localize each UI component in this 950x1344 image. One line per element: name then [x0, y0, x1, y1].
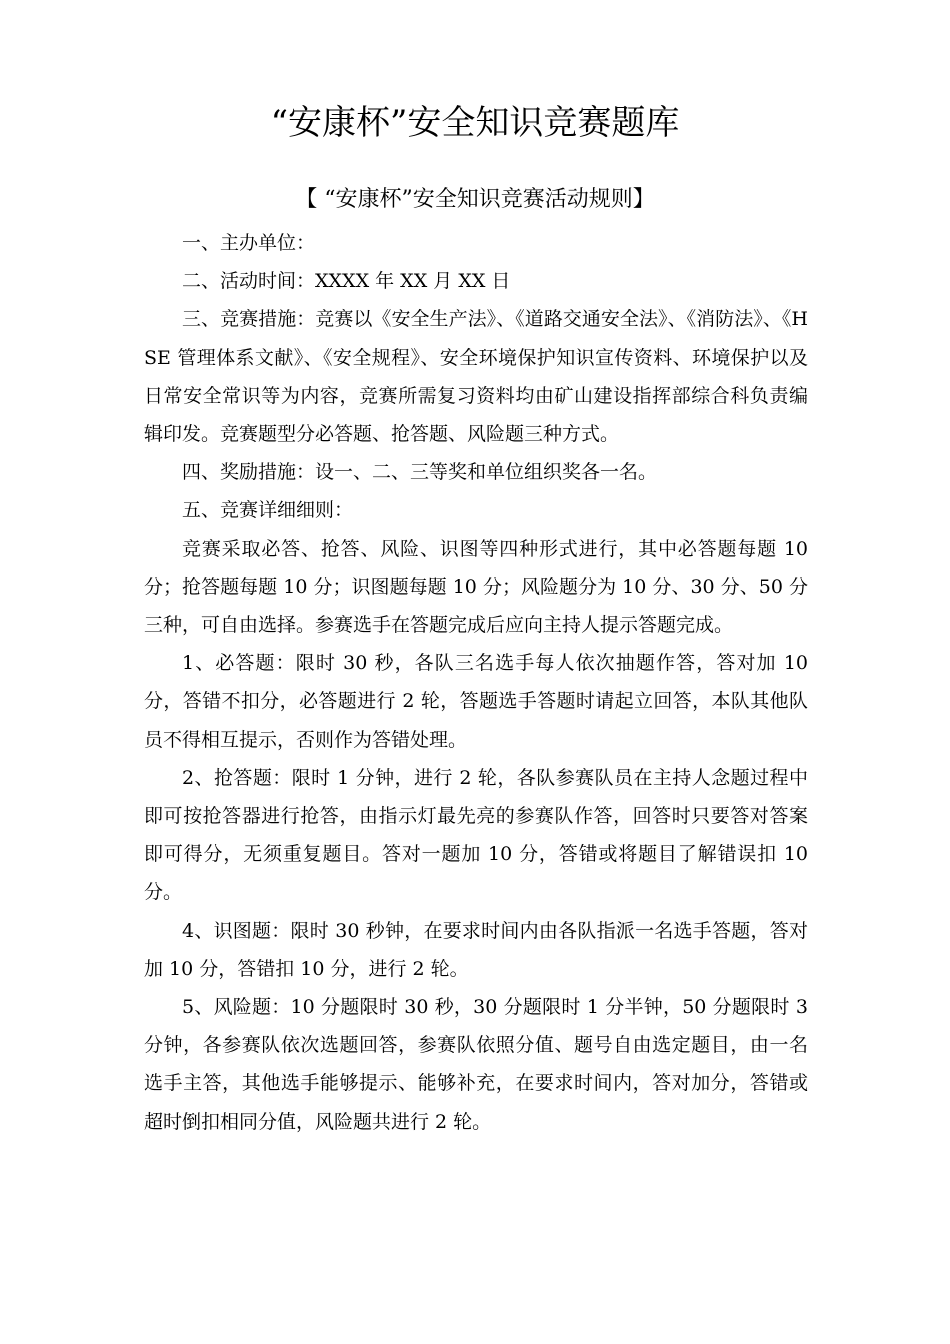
paragraph-detailed-rules-heading: 五、竞赛详细细则：	[182, 499, 354, 522]
paragraph-quick-response: 2、抢答题：限时 1 分钟，进行 2 轮，各队参赛队员在主持人念题过程中即可按抢答器进行抢答，由指示灯最先亮的参赛队作答，回答时只要答对答案即可得分，无须重复题目。答对一题加 10 分，答错或将题目了解错误扣 10 分。	[144, 766, 808, 904]
paragraph-risk-questions: 5、风险题：10 分题限时 30 秒，30 分题限时 1 分半钟，50 分题限时 3 分钟，各参赛队依次选题回答，参赛队依照分值、题号自由选定题目，由一名选手主答，其他选手能够提示、能够补充，在要求时间内，答对加分，答错或超时倒扣相同分值，风险题共进行 2 轮。	[144, 996, 808, 1133]
paragraph-organizer: 一、主办单位：	[182, 232, 316, 254]
document-title: “安康杯”安全知识竞赛题库	[270, 103, 680, 143]
paragraph-awards: 四、奖励措施：设一、二、三等奖和单位组织奖各一名。	[182, 461, 658, 484]
paragraph-competition-format: 竞赛采取必答、抢答、风险、识图等四种形式进行，其中必答题每题 10 分；抢答题每题 10 分；识图题每题 10 分；风险题分为 10 分、30 分、50 分三种，可自由选择。参赛选手在答题完成后应向主持人提示答题完成。	[144, 537, 808, 637]
paragraph-image-recognition: 4、识图题：限时 30 秒钟，在要求时间内由各队指派一名选手答题，答对加 10 分，答错扣 10 分，进行 2 轮。	[144, 919, 808, 980]
paragraph-activity-time: 二、活动时间：XXXX 年 XX 月 XX 日	[182, 270, 511, 293]
document-body	[144, 224, 808, 1141]
paragraph-competition-measures: 三、竞赛措施：竞赛以《安全生产法》、《道路交通安全法》、《消防法》、《HSE 管理体系文献》、《安全规程》、安全环境保护知识宣传资料、环境保护以及日常安全常识等为内容，竞赛所需复习资料均由矿山建设指挥部综合科负责编辑印发。竞赛题型分必答题、抢答题、风险题三种方式。	[144, 308, 808, 446]
paragraph-required-questions: 1、必答题：限时 30 秒，各队三名选手每人依次抽题作答，答对加 10 分，答错不扣分，必答题进行 2 轮，答题选手答题时请起立回答，本队其他队员不得相互提示，否则作为答错处理。	[144, 652, 808, 751]
rules-subtitle: 【 “安康杯”安全知识竞赛活动规则】	[295, 187, 655, 212]
